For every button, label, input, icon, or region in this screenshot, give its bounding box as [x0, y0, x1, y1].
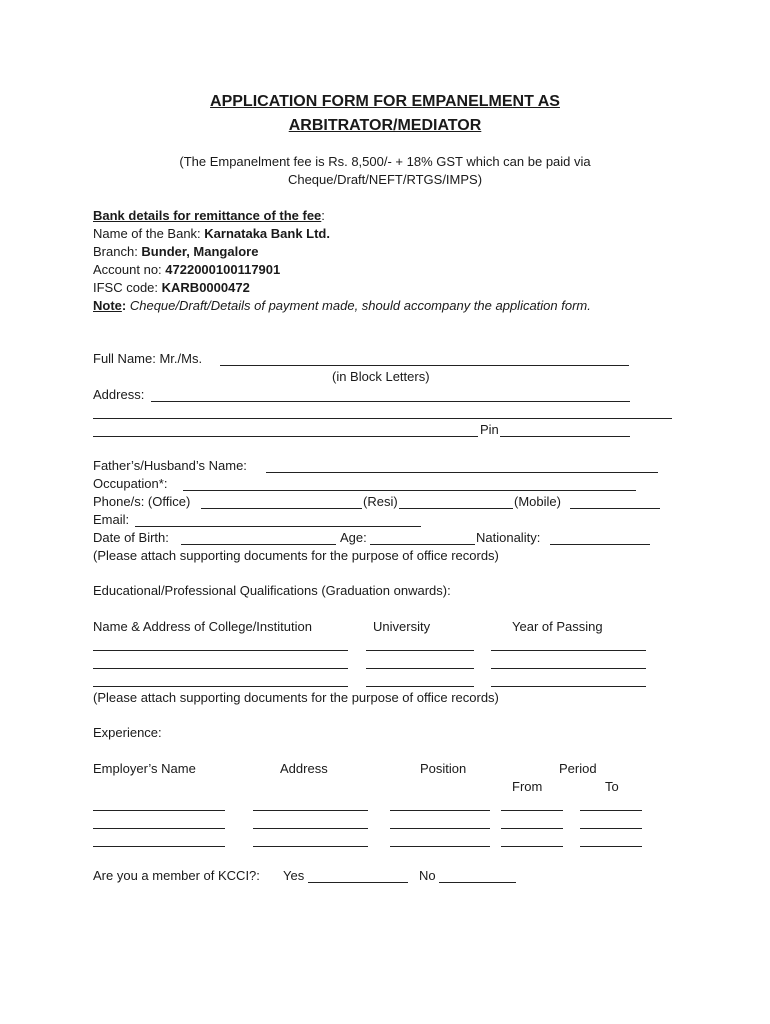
col-to: To	[605, 779, 619, 794]
address-field-line2[interactable]	[93, 418, 672, 419]
branch-value: Bunder, Mangalore	[141, 244, 259, 259]
exp-address-field-2[interactable]	[253, 828, 368, 829]
pin-label: Pin	[480, 422, 499, 437]
col-year-of-passing: Year of Passing	[512, 619, 603, 634]
employer-field-3[interactable]	[93, 846, 225, 847]
to-field-3[interactable]	[580, 846, 642, 847]
occupation-field[interactable]	[183, 490, 636, 491]
kcci-no-field[interactable]	[439, 882, 516, 883]
nationality-label: Nationality:	[476, 530, 541, 545]
kcci-no-label: No	[419, 868, 436, 883]
ifsc-value: KARB0000472	[161, 280, 250, 295]
col-address: Address	[280, 761, 328, 776]
kcci-yes-label: Yes	[283, 868, 305, 883]
kcci-yes-field[interactable]	[308, 882, 408, 883]
age-field[interactable]	[370, 544, 475, 545]
college-field-3[interactable]	[93, 686, 348, 687]
col-period: Period	[559, 761, 597, 776]
col-college: Name & Address of College/Institution	[93, 619, 312, 634]
block-letters-hint: (in Block Letters)	[332, 369, 430, 384]
fee-note-line1: (The Empanelment fee is Rs. 8,500/- + 18% GST which can be paid via	[179, 154, 591, 169]
year-field-2[interactable]	[491, 668, 646, 669]
col-employer-name: Employer’s Name	[93, 761, 196, 776]
bank-name-value: Karnataka Bank Ltd.	[204, 226, 330, 241]
kcci-question: Are you a member of KCCI?:	[93, 868, 260, 883]
exp-address-field-1[interactable]	[253, 810, 368, 811]
university-field-2[interactable]	[366, 668, 474, 669]
phone-mobile-field[interactable]	[570, 508, 660, 509]
col-university: University	[373, 619, 431, 634]
phone-resi-label: (Resi)	[363, 494, 398, 509]
education-attach-note: (Please attach supporting documents for the purpose of office records)	[93, 690, 499, 705]
phone-office-label: Phone/s: (Office)	[93, 494, 191, 509]
father-name-label: Father’s/Husband’s Name:	[93, 458, 247, 473]
age-label: Age:	[340, 530, 367, 545]
col-position: Position	[420, 761, 467, 776]
pin-field[interactable]	[500, 436, 630, 437]
phone-resi-field[interactable]	[399, 508, 513, 509]
position-field-3[interactable]	[390, 846, 490, 847]
phone-office-field[interactable]	[201, 508, 362, 509]
full-name-field[interactable]	[220, 365, 629, 366]
personal-attach-note: (Please attach supporting documents for the purpose of office records)	[93, 548, 499, 563]
account-row: Account no: 4722000100117901	[93, 262, 281, 277]
employer-field-2[interactable]	[93, 828, 225, 829]
account-value: 4722000100117901	[165, 262, 281, 277]
bank-name-row: Name of the Bank: Karnataka Bank Ltd.	[93, 226, 330, 241]
address-field-line1[interactable]	[151, 401, 630, 402]
year-field-3[interactable]	[491, 686, 646, 687]
col-from: From	[512, 779, 543, 794]
from-field-3[interactable]	[501, 846, 563, 847]
email-label: Email:	[93, 512, 130, 527]
university-field-3[interactable]	[366, 686, 474, 687]
address-field-line3[interactable]	[93, 436, 478, 437]
college-field-1[interactable]	[93, 650, 348, 651]
payment-note: Note: Cheque/Draft/Details of payment made, should accompany the application form.	[93, 298, 591, 313]
phone-mobile-label: (Mobile)	[514, 494, 561, 509]
college-field-2[interactable]	[93, 668, 348, 669]
from-field-1[interactable]	[501, 810, 563, 811]
father-name-field[interactable]	[266, 472, 658, 473]
year-field-1[interactable]	[491, 650, 646, 651]
bank-details-heading: Bank details for remittance of the fee:	[93, 208, 325, 223]
to-field-1[interactable]	[580, 810, 642, 811]
experience-heading: Experience:	[93, 725, 162, 740]
fee-note-line2: Cheque/Draft/NEFT/RTGS/IMPS)	[287, 172, 483, 187]
full-name-label: Full Name: Mr./Ms.	[93, 351, 203, 366]
dob-field[interactable]	[181, 544, 336, 545]
education-heading: Educational/Professional Qualifications (Graduation onwards):	[93, 583, 451, 598]
exp-address-field-3[interactable]	[253, 846, 368, 847]
position-field-1[interactable]	[390, 810, 490, 811]
form-title-line2: ARBITRATOR/MEDIATOR	[288, 117, 482, 134]
occupation-label: Occupation*:	[93, 476, 168, 491]
address-label: Address:	[93, 387, 145, 402]
to-field-2[interactable]	[580, 828, 642, 829]
nationality-field[interactable]	[550, 544, 650, 545]
form-title-line1: APPLICATION FORM FOR EMPANELMENT AS	[210, 93, 560, 110]
university-field-1[interactable]	[366, 650, 474, 651]
ifsc-row: IFSC code: KARB0000472	[93, 280, 250, 295]
from-field-2[interactable]	[501, 828, 563, 829]
branch-row: Branch: Bunder, Mangalore	[93, 244, 259, 259]
dob-label: Date of Birth:	[93, 530, 169, 545]
email-field[interactable]	[135, 526, 421, 527]
employer-field-1[interactable]	[93, 810, 225, 811]
position-field-2[interactable]	[390, 828, 490, 829]
